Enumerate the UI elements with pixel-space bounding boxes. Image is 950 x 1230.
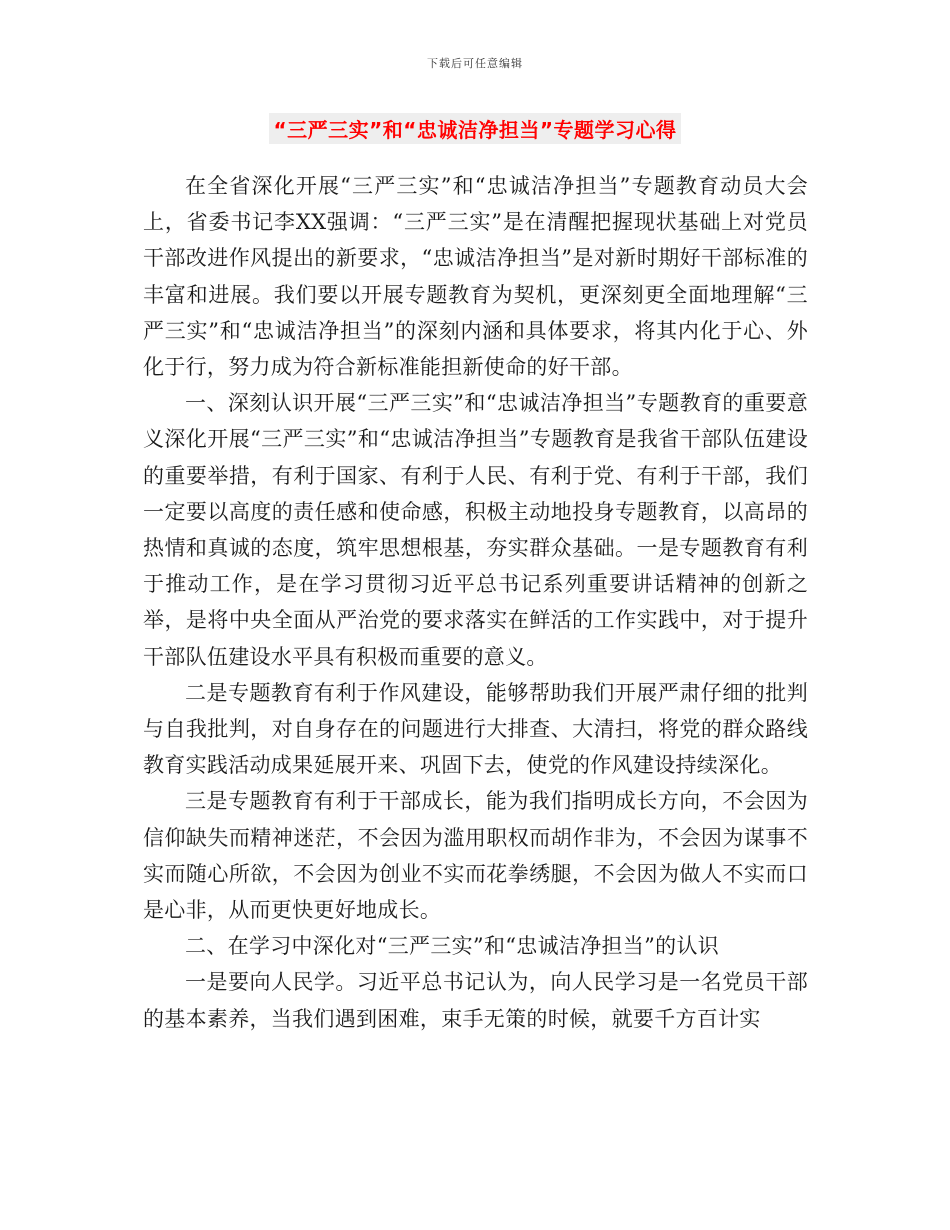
document-body	[143, 168, 808, 1037]
document-title: “三严三实”和“忠诚洁净担当”专题学习心得	[269, 113, 680, 144]
paragraph: 一、深刻认识开展“三严三实”和“忠诚洁净担当”专题教育的重要意义深化开展“三严三实”和“忠诚洁净担当”专题教育是我省干部队伍建设的重要举措，有利于国家、有利于人民、有利于党、有利于干部，我们一定要以高度的责任感和使命感，积极主动地投身专题教育，以高昂的热情和真诚的态度，筑牢思想根基，夯实群众基础。一是专题教育有利于推动工作，是在学习贯彻习近平总书记系列重要讲话精神的创新之举，是将中央全面从严治党的要求落实在鲜活的工作实践中，对于提升干部队伍建设水平具有积极而重要的意义。	[143, 391, 808, 669]
header-note: 下载后可任意编辑	[427, 57, 523, 70]
title-container	[0, 113, 950, 144]
paragraph: 一是要向人民学。习近平总书记认为，向人民学习是一名党员干部的基本素养，当我们遇到困难，束手无策的时候，就要千方百计实	[143, 970, 808, 1031]
paragraph: 在全省深化开展“三严三实”和“忠诚洁净担当”专题教育动员大会上，省委书记李XX强调：“三严三实”是在清醒把握现状基础上对党员干部改进作风提出的新要求，“忠诚洁净担当”是对新时期好干部标准的丰富和进展。我们要以开展专题教育为契机，更深刻更全面地理解“三严三实”和“忠诚洁净担当”的深刻内涵和具体要求，将其内化于心、外化于行，努力成为符合新标准能担新使命的好干部。	[143, 174, 808, 380]
section-heading: 二、在学习中深化对“三严三实”和“忠诚洁净担当”的认识	[185, 934, 720, 959]
paragraph: 二是专题教育有利于作风建设，能够帮助我们开展严肃仔细的批判与自我批判，对自身存在的问题进行大排查、大清扫，将党的群众路线教育实践活动成果延展开来、巩固下去，使党的作风建设持续深化。	[143, 680, 808, 778]
paragraph: 三是专题教育有利于干部成长，能为我们指明成长方向，不会因为信仰缺失而精神迷茫，不会因为滥用职权而胡作非为，不会因为谋事不实而随心所欲，不会因为创业不实而花拳绣腿，不会因为做人不实而口是心非，从而更快更好地成长。	[143, 789, 808, 923]
